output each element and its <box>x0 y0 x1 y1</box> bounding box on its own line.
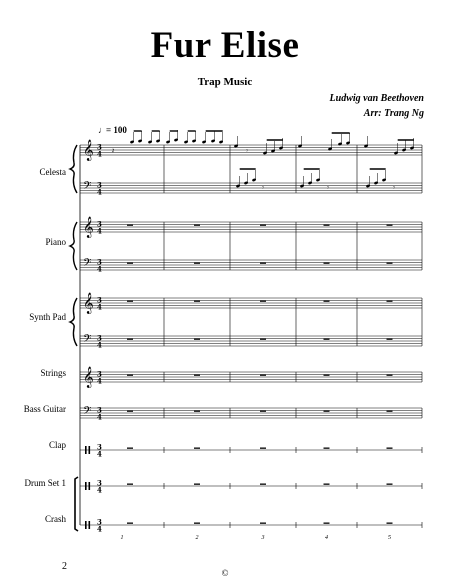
quarter-note-icon: ♩ <box>98 125 107 135</box>
treble-clef-icon: 𝄞 <box>83 367 94 388</box>
percussion-clef-icon <box>89 482 91 490</box>
rest-icon: 𝄾 <box>393 184 395 192</box>
rest-icon: 𝄾 <box>246 147 248 155</box>
treble-clef-icon: 𝄞 <box>83 217 94 238</box>
time-signature-bottom: 4 <box>97 340 102 350</box>
time-signature-bottom: 4 <box>97 485 102 495</box>
whole-rest <box>260 339 266 340</box>
whole-rest <box>194 263 200 264</box>
whole-rest <box>260 301 266 302</box>
whole-rest <box>127 448 133 449</box>
bracket-icon <box>75 477 78 531</box>
time-signature-top: 3 <box>97 295 102 305</box>
whole-rest <box>127 411 133 412</box>
whole-rest <box>387 301 393 302</box>
whole-rest <box>127 301 133 302</box>
score-system <box>24 140 422 541</box>
celesta-notes <box>112 130 414 192</box>
measure-number: 3 <box>261 535 265 541</box>
time-signature-top: 3 <box>97 405 102 415</box>
whole-rest <box>324 301 330 302</box>
treble-clef-icon: 𝄞 <box>83 140 94 161</box>
measure-number: 2 <box>195 535 199 541</box>
whole-rest <box>387 448 393 449</box>
whole-rest <box>260 375 266 376</box>
whole-rest <box>324 339 330 340</box>
whole-rest <box>127 225 133 226</box>
instrument-label: Clap <box>49 440 66 450</box>
arranger-credit: Arr: Trang Ng <box>363 108 424 119</box>
tempo-marking <box>98 125 127 135</box>
whole-rest <box>194 411 200 412</box>
tempo-text: = 100 <box>106 125 127 135</box>
time-signature-top: 3 <box>97 333 102 343</box>
brace-icon <box>70 145 77 193</box>
whole-rest <box>260 225 266 226</box>
bass-clef-icon: 𝄢 <box>83 333 92 348</box>
whole-rest <box>260 523 266 524</box>
instrument-label: Drum Set 1 <box>24 478 66 488</box>
percussion-clef-icon <box>89 446 91 454</box>
bass-clef-icon: 𝄢 <box>83 257 92 272</box>
rest-icon: 𝄾 <box>262 184 264 192</box>
whole-rest <box>324 375 330 376</box>
instrument-label: Crash <box>45 514 66 524</box>
time-signature-bottom: 4 <box>97 264 102 274</box>
page-number: 2 <box>62 561 67 572</box>
whole-rest <box>260 448 266 449</box>
whole-rest <box>387 523 393 524</box>
time-signature-bottom: 4 <box>97 412 102 422</box>
whole-rest <box>127 339 133 340</box>
treble-clef-icon: 𝄞 <box>83 293 94 314</box>
whole-rest <box>194 339 200 340</box>
time-signature-bottom: 4 <box>97 524 102 534</box>
instrument-label: Bass Guitar <box>23 404 66 414</box>
measure-number: 1 <box>120 535 124 541</box>
whole-rest <box>260 484 266 485</box>
whole-rest <box>127 375 133 376</box>
rest-icon: 𝄾 <box>327 184 329 192</box>
instrument-label: Strings <box>40 368 66 378</box>
time-signature-top: 3 <box>97 219 102 229</box>
whole-rest <box>324 263 330 264</box>
whole-rest <box>387 263 393 264</box>
whole-rest <box>387 339 393 340</box>
whole-rest <box>387 484 393 485</box>
time-signature-bottom: 4 <box>97 149 102 159</box>
bass-clef-icon: 𝄢 <box>83 405 92 420</box>
instrument-label: Celesta <box>39 167 66 177</box>
time-signature-bottom: 4 <box>97 376 102 386</box>
measure-number: 5 <box>388 535 391 541</box>
score-title: Fur Elise <box>150 25 300 66</box>
whole-rest <box>387 225 393 226</box>
bass-clef-icon: 𝄢 <box>83 180 92 195</box>
rest-icon: 𝄽 <box>112 147 115 155</box>
instrument-label: Piano <box>45 237 66 247</box>
whole-rest <box>194 448 200 449</box>
time-signature-bottom: 4 <box>97 187 102 197</box>
whole-rest <box>324 411 330 412</box>
time-signature-bottom: 4 <box>97 449 102 459</box>
whole-rest <box>127 263 133 264</box>
time-signature-bottom: 4 <box>97 302 102 312</box>
whole-rest <box>324 225 330 226</box>
whole-rest <box>324 484 330 485</box>
whole-rest <box>260 263 266 264</box>
whole-rest <box>194 225 200 226</box>
whole-rest <box>194 375 200 376</box>
time-signature-top: 3 <box>97 142 102 152</box>
whole-rest <box>127 523 133 524</box>
time-signature-bottom: 4 <box>97 226 102 236</box>
measure-number: 4 <box>325 535 328 541</box>
percussion-clef-icon <box>85 446 87 454</box>
time-signature-top: 3 <box>97 517 102 527</box>
time-signature-top: 3 <box>97 369 102 379</box>
time-signature-top: 3 <box>97 478 102 488</box>
composer-credit: Ludwig van Beethoven <box>329 93 424 104</box>
whole-rest <box>387 375 393 376</box>
whole-rest <box>127 484 133 485</box>
brace-icon <box>70 298 77 346</box>
brace-icon <box>70 222 77 270</box>
whole-rest <box>194 301 200 302</box>
instrument-label: Synth Pad <box>29 312 66 322</box>
whole-rest <box>194 523 200 524</box>
time-signature-top: 3 <box>97 180 102 190</box>
whole-rest <box>387 411 393 412</box>
percussion-clef-icon <box>85 482 87 490</box>
percussion-clef-icon <box>89 521 91 529</box>
percussion-clef-icon <box>85 521 87 529</box>
whole-rest <box>260 411 266 412</box>
whole-rest <box>324 448 330 449</box>
time-signature-top: 3 <box>97 257 102 267</box>
whole-rest <box>324 523 330 524</box>
whole-rest <box>194 484 200 485</box>
time-signature-top: 3 <box>97 442 102 452</box>
score-subtitle: Trap Music <box>197 76 253 88</box>
copyright-symbol: © <box>221 568 229 578</box>
